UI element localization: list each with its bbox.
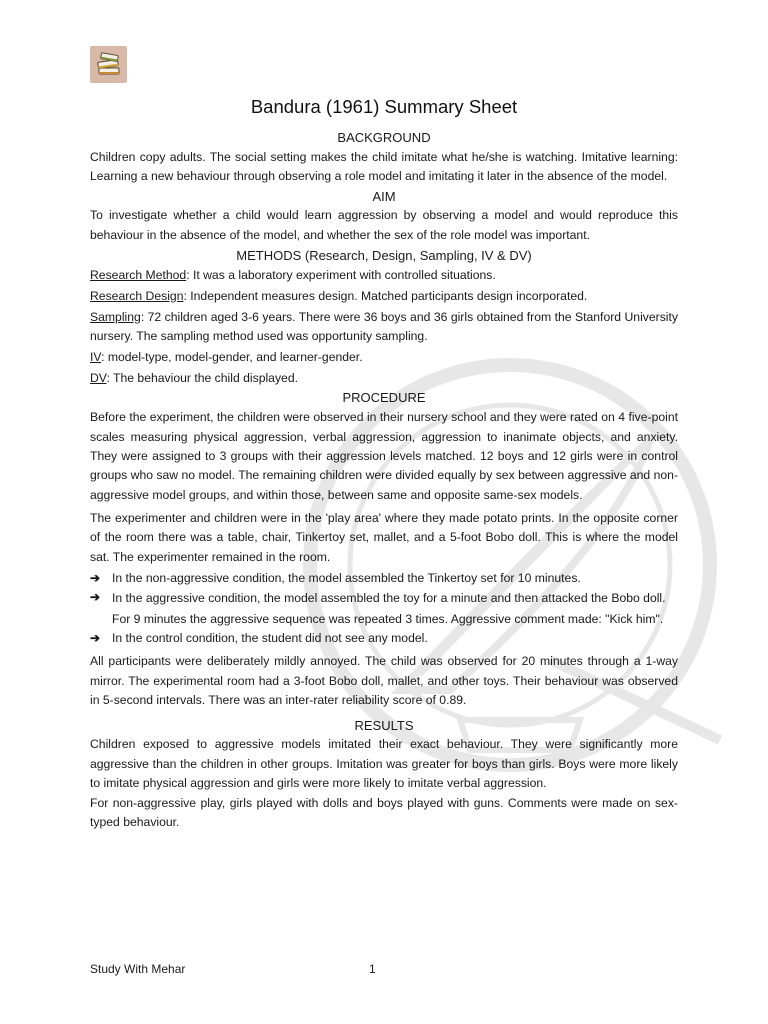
procedure-paragraph-3: All participants were deliberately mildly annoyed. The child was observed for 20 minutes through a 1-way mirror. The experimental room had a 3-foot Bobo doll, mallet, and other toys. Their behaviour was observed in 5-second intervals. There was an inter-rater reliability score of 0.89. bbox=[90, 654, 678, 708]
background-heading: BACKGROUND bbox=[337, 130, 431, 145]
research-method-text: : It was a laboratory experiment with controlled situations. bbox=[186, 268, 496, 283]
background-text: Children copy adults. The social setting makes the child imitate what he/she is watching. Imitative learning: Learning a new behaviour through observing a role model and imitating it later in the absence of the model. bbox=[90, 149, 678, 184]
document-body bbox=[90, 128, 678, 832]
dv-item bbox=[90, 369, 678, 388]
arrow-right-icon: ➔ bbox=[90, 590, 101, 605]
procedure-bullet bbox=[90, 629, 678, 648]
sampling-text: : 72 children aged 3-6 years. There were 36 boys and 36 girls obtained from the Stanford University nursery. The sampling method used was opportunity sampling. bbox=[90, 309, 678, 344]
iv-text: : model-type, model-gender, and learner-gender. bbox=[101, 350, 363, 365]
research-method-item bbox=[90, 266, 678, 285]
aim-text: To investigate whether a child would learn aggression by observing a model and would reproduce this behaviour in the absence of the model, and whether the sex of the role model was important. bbox=[90, 208, 678, 242]
results-paragraph-1: Children exposed to aggressive models imitated their exact behaviour. They were significantly more aggressive than the children in other groups. Imitation was greater for boys than girls. Boys were more likely to imitate physical aggression and girls were more likely to imitate verbal aggression. bbox=[90, 737, 678, 791]
procedure-bullet bbox=[90, 588, 678, 629]
methods-heading: METHODS (Research, Design, Sampling, IV & DV) bbox=[236, 248, 532, 264]
results-paragraph-2: For non-aggressive play, girls played with dolls and boys played with guns. Comments were made on sex-typed behaviour. bbox=[90, 795, 678, 829]
iv-label: IV bbox=[90, 350, 102, 365]
sampling-item bbox=[90, 308, 678, 347]
procedure-bullet-text: In the non-aggressive condition, the model assembled the Tinkertoy set for 10 minutes. bbox=[112, 571, 581, 585]
dv-text: : The behaviour the child displayed. bbox=[106, 371, 298, 386]
procedure-bullet bbox=[90, 569, 678, 588]
procedure-bullet-text: In the aggressive condition, the model assembled the toy for a minute and then attacked the Bobo doll. For 9 minutes the aggressive sequence was repeated 3 times. Aggressive comment made: "Kick him". bbox=[112, 591, 666, 626]
research-design-text: : Independent measures design. Matched participants design incorporated. bbox=[183, 288, 588, 303]
results-heading: RESULTS bbox=[354, 717, 414, 733]
footer-author: Study With Mehar bbox=[90, 962, 186, 976]
page-title: Bandura (1961) Summary Sheet bbox=[250, 96, 518, 117]
arrow-right-icon: ➔ bbox=[90, 571, 101, 585]
procedure-heading: PROCEDURE bbox=[342, 390, 426, 406]
aim-heading: AIM bbox=[372, 188, 396, 204]
procedure-bullet-text: In the control condition, the student did not see any model. bbox=[112, 631, 428, 646]
iv-item bbox=[90, 348, 678, 367]
research-method-label: Research Method bbox=[90, 268, 187, 283]
procedure-paragraph-2: The experimenter and children were in the 'play area' where they made potato prints. In the opposite corner of the room there was a table, chair, Tinkertoy set, mallet, and a 5-foot Bobo doll. This is where the model sat. The experimenter remained in the room. bbox=[90, 510, 678, 564]
research-design-item bbox=[90, 287, 678, 306]
books-logo-icon bbox=[90, 46, 127, 83]
arrow-right-icon: ➔ bbox=[90, 631, 101, 646]
procedure-paragraph-1: Before the experiment, the children were observed in their nursery school and they were rated on 4 five-point scales measuring physical aggression, verbal aggression, aggression to inanimate objects, and anxiety. They were assigned to 3 groups with their aggression levels matched. 12 boys and 12 girls were in control groups who saw no model. The remaining children were divided equally by sex between aggressive and non-aggressive model groups, and within those, between same and opposite same-sex models. bbox=[90, 410, 678, 502]
dv-label: DV bbox=[90, 371, 107, 386]
sampling-label: Sampling bbox=[90, 309, 141, 324]
research-design-label: Research Design bbox=[90, 288, 184, 303]
page-number: 1 bbox=[369, 962, 376, 976]
